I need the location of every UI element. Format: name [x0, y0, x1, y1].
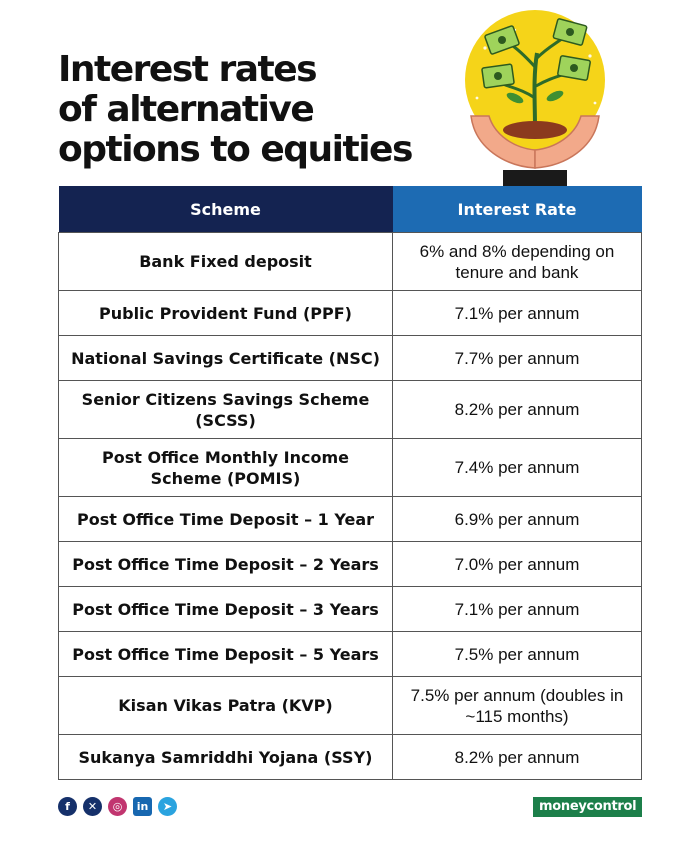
title-line-1: Interest rates	[58, 49, 317, 90]
rate-cell: 6% and 8% depending on tenure and bank	[393, 233, 642, 291]
table-header-row	[59, 186, 642, 233]
rate-cell: 7.1% per annum	[393, 587, 642, 632]
social-links	[58, 797, 177, 816]
table-row	[59, 497, 642, 542]
scheme-cell: Post Office Time Deposit – 2 Years	[59, 542, 393, 587]
rate-cell: 7.1% per annum	[393, 291, 642, 336]
rate-cell: 7.7% per annum	[393, 336, 642, 381]
rate-cell: 7.5% per annum (doubles in ~115 months)	[393, 677, 642, 735]
scheme-cell: Post Office Time Deposit – 1 Year	[59, 497, 393, 542]
interest-rates-table	[58, 186, 642, 780]
money-plant-illustration	[455, 8, 615, 188]
table-row	[59, 233, 642, 291]
table-row	[59, 439, 642, 497]
table-row	[59, 336, 642, 381]
scheme-cell: Public Provident Fund (PPF)	[59, 291, 393, 336]
title-line-3: options to equities	[58, 129, 412, 170]
scheme-cell: Post Office Time Deposit – 5 Years	[59, 632, 393, 677]
header-interest-rate: Interest Rate	[393, 186, 642, 233]
instagram-icon[interactable]: ◎	[108, 797, 127, 816]
scheme-cell: Kisan Vikas Patra (KVP)	[59, 677, 393, 735]
scheme-cell: Sukanya Samriddhi Yojana (SSY)	[59, 735, 393, 780]
rate-cell: 7.5% per annum	[393, 632, 642, 677]
x-icon[interactable]: ✕	[83, 797, 102, 816]
scheme-cell: Post Office Monthly Income Scheme (POMIS)	[59, 439, 393, 497]
table-row	[59, 291, 642, 336]
page-title	[58, 50, 412, 170]
header-scheme: Scheme	[59, 186, 393, 233]
rate-cell: 8.2% per annum	[393, 735, 642, 780]
rate-cell: 7.4% per annum	[393, 439, 642, 497]
telegram-icon[interactable]: ➤	[158, 797, 177, 816]
rate-cell: 7.0% per annum	[393, 542, 642, 587]
table-row	[59, 542, 642, 587]
table-row	[59, 587, 642, 632]
linkedin-icon[interactable]: in	[133, 797, 152, 816]
title-line-2: of alternative	[58, 89, 314, 130]
rate-cell: 8.2% per annum	[393, 381, 642, 439]
table-row	[59, 381, 642, 439]
rate-cell: 6.9% per annum	[393, 497, 642, 542]
scheme-cell: Post Office Time Deposit – 3 Years	[59, 587, 393, 632]
scheme-cell: Bank Fixed deposit	[59, 233, 393, 291]
table-row	[59, 735, 642, 780]
table-row	[59, 632, 642, 677]
moneycontrol-logo: moneycontrol	[533, 797, 642, 817]
scheme-cell: National Savings Certificate (NSC)	[59, 336, 393, 381]
scheme-cell: Senior Citizens Savings Scheme (SCSS)	[59, 381, 393, 439]
facebook-icon[interactable]: f	[58, 797, 77, 816]
table-row	[59, 677, 642, 735]
